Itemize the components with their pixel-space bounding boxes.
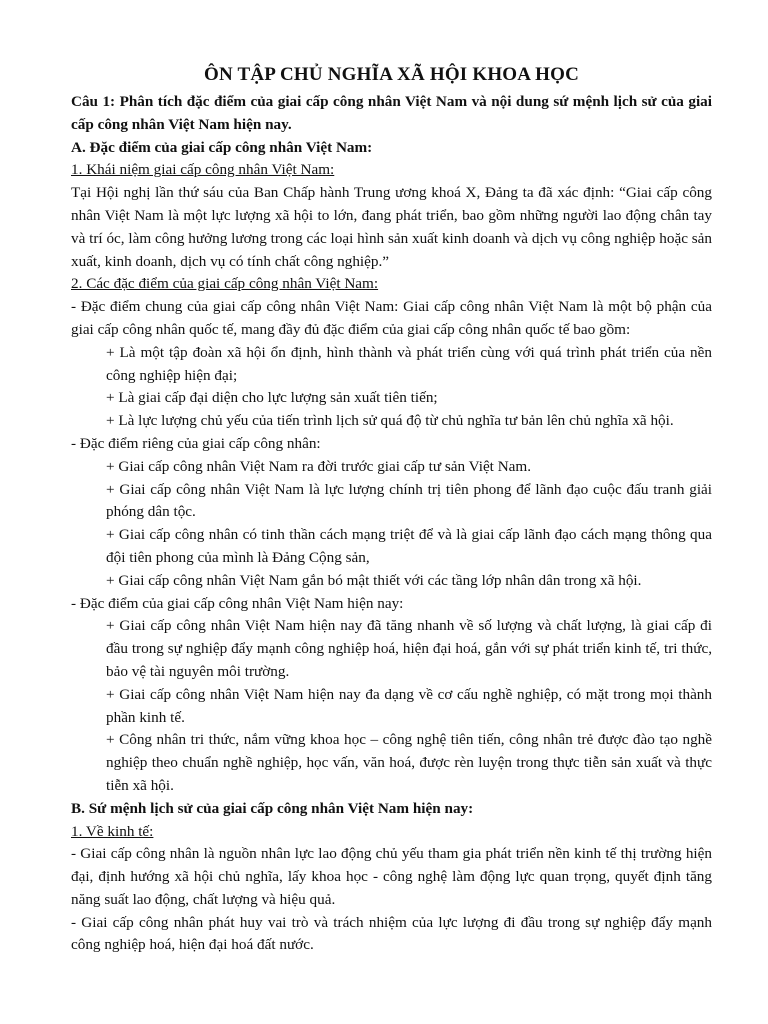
specific-item-4: + Giai cấp công nhân Việt Nam gắn bó mật thiết với các tầng lớp nhân dân trong xã hội. [106, 571, 642, 589]
concept-paragraph: Tại Hội nghị lần thứ sáu của Ban Chấp hành Trung ương khoá X, Đảng ta đã xác định: “Giai cấp công nhân Việt Nam là một lực lượng xã hội to lớn, đang phát triển, bao gồm những người lao động chân tay và trí óc, làm công hưởng lương trong các loại hình sản xuất kinh doanh và dịch vụ công nghiệp hoặc sản xuất, kinh doanh, dịch vụ có tính chất công nghiệp.” [71, 184, 712, 270]
document-title: ÔN TẬP CHỦ NGHĨA XÃ HỘI KHOA HỌC [203, 64, 579, 85]
general-item-1: + Là một tập đoàn xã hội ổn định, hình thành và phát triển cùng với quá trình phát triển của nền công nghiệp hiện đại; [106, 343, 712, 384]
section-a-heading: A. Đặc điểm của giai cấp công nhân Việt Nam: [71, 138, 373, 156]
current-item-2: + Giai cấp công nhân Việt Nam hiện nay đa dạng về cơ cấu nghề nghiệp, có mặt trong mọi thành phần kinh tế. [106, 685, 712, 726]
economy-item-1: - Giai cấp công nhân là nguồn nhân lực lao động chủ yếu tham gia phát triển nền kinh tế thị trường hiện đại, định hướng xã hội chủ nghĩa, lấy khoa học - công nghệ làm động lực quan trọng, quyết định tăng năng suất lao động, chất lượng và hiệu quả. [71, 845, 712, 908]
subheading-economy: 1. Về kinh tế: [71, 822, 154, 840]
specific-characteristics: - Đặc điểm riêng của giai cấp công nhân: [71, 434, 321, 452]
general-item-2: + Là giai cấp đại diện cho lực lượng sản xuất tiên tiến; [106, 389, 438, 407]
current-item-3: + Công nhân tri thức, nắm vững khoa học – công nghệ tiên tiến, công nhân trẻ được đào tạo nghề nghiệp theo chuẩn nghề nghiệp, học vấn, văn hoá, được rèn luyện trong thực tiễn sản xuất và thực tiễn xã hội. [106, 731, 712, 794]
specific-item-3: + Giai cấp công nhân có tinh thần cách mạng triệt để và là giai cấp lãnh đạo cách mạng thông qua đội tiên phong của mình là Đảng Cộng sản, [106, 526, 712, 566]
subheading-concept: 1. Khái niệm giai cấp công nhân Việt Nam: [71, 161, 335, 179]
specific-item-1: + Giai cấp công nhân Việt Nam ra đời trước giai cấp tư sản Việt Nam. [106, 457, 532, 475]
question-1: Câu 1: Phân tích đặc điểm của giai cấp công nhân Việt Nam và nội dung sứ mệnh lịch sử của giai cấp công nhân Việt Nam hiện nay. [71, 93, 712, 133]
subheading-characteristics: 2. Các đặc điểm của giai cấp công nhân Việt Nam: [71, 275, 379, 293]
general-characteristics: - Đặc điểm chung của giai cấp công nhân Việt Nam: Giai cấp công nhân Việt Nam là một bộ phận của giai cấp công nhân quốc tế, mang đầy đủ đặc điểm của giai cấp công nhân quốc tế bao gồm: [71, 298, 712, 338]
current-characteristics: - Đặc điểm của giai cấp công nhân Việt Nam hiện nay: [71, 594, 404, 612]
section-b-heading: B. Sứ mệnh lịch sử của giai cấp công nhân Việt Nam hiện nay: [71, 799, 474, 817]
general-item-3: + Là lực lượng chủ yếu của tiến trình lịch sử quá độ từ chủ nghĩa tư bản lên chủ nghĩa xã hội. [106, 412, 674, 430]
economy-item-2: - Giai cấp công nhân phát huy vai trò và trách nhiệm của lực lượng đi đầu trong sự nghiệp đẩy mạnh công nghiệp hoá, hiện đại hoá đất nước. [71, 913, 712, 954]
current-item-1: + Giai cấp công nhân Việt Nam hiện nay đã tăng nhanh về số lượng và chất lượng, là giai cấp đi đầu trong sự nghiệp đẩy mạnh công nghiệp hoá, hiện đại hoá, gắn với sự phát triển kinh tế, tri thức, bảo vệ tài nguyên môi trường. [106, 617, 712, 680]
specific-item-2: + Giai cấp công nhân Việt Nam là lực lượng chính trị tiên phong để lãnh đạo cuộc đấu tranh giải phóng dân tộc. [106, 480, 712, 521]
